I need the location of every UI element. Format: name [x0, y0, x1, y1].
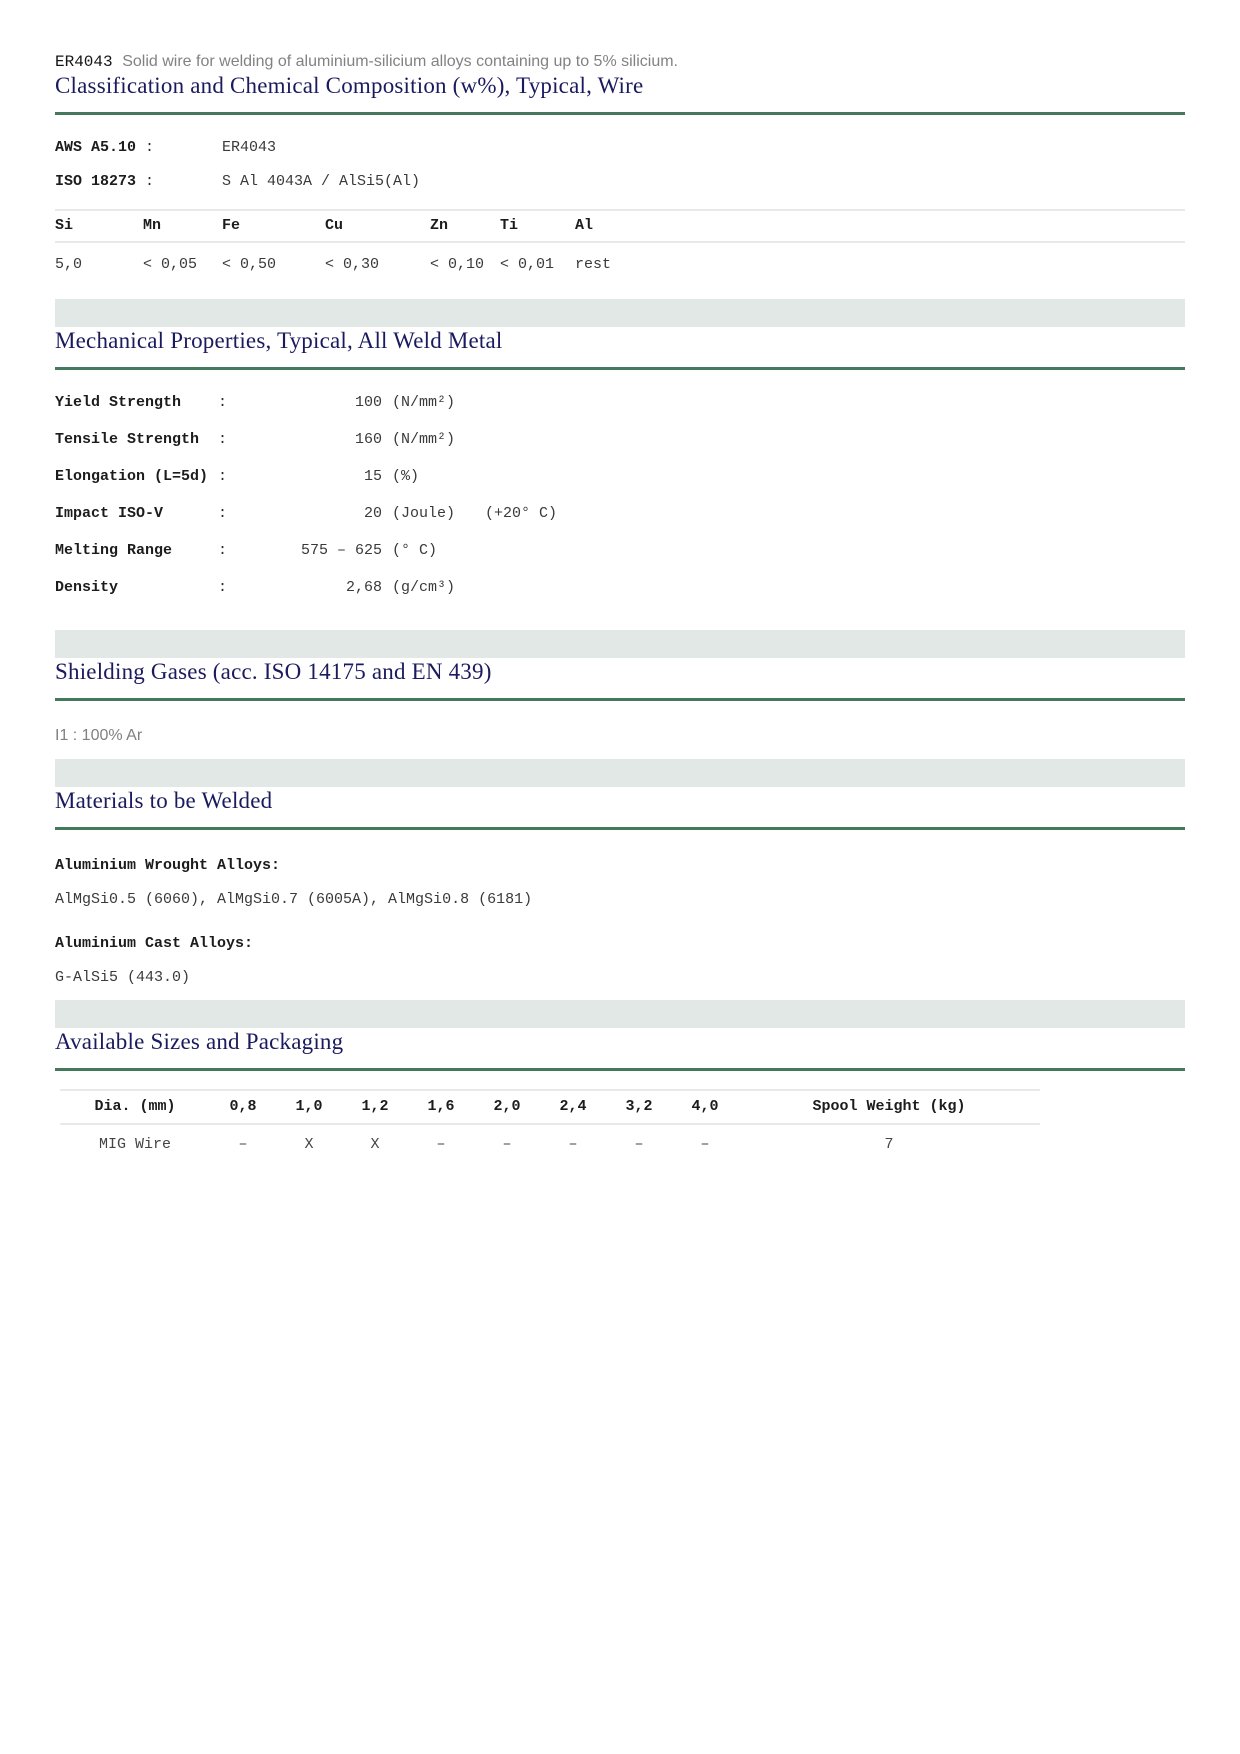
- property-separator: :: [218, 468, 228, 485]
- sizes-header: 1,2: [361, 1098, 389, 1115]
- sizes-availability: –: [634, 1136, 644, 1153]
- product-description: Solid wire for welding of aluminium-silicium alloys containing up to 5% silicium.: [122, 53, 678, 70]
- property-separator: :: [218, 431, 228, 448]
- sizes-availability: –: [436, 1136, 446, 1153]
- section-rule: [55, 827, 1185, 830]
- standard-row-aws: [55, 139, 1185, 173]
- composition-header: Ti: [500, 217, 519, 234]
- property-separator: :: [218, 542, 228, 559]
- composition-header: Mn: [143, 217, 162, 234]
- material-group-heading-wrought: Aluminium Wrought Alloys:: [55, 857, 281, 874]
- sizes-availability: X: [304, 1136, 314, 1153]
- property-unit: (Joule): [392, 505, 456, 522]
- sizes-table: [60, 1089, 1040, 1153]
- property-row-impact: [55, 505, 1185, 542]
- section-title-materials: Materials to be Welded: [55, 788, 273, 813]
- standard-label: AWS A5.10: [55, 139, 137, 156]
- standard-label: ISO 18273: [55, 173, 137, 190]
- section-title-shielding-gases: Shielding Gases (acc. ISO 14175 and EN 439): [55, 659, 492, 684]
- property-value: 160: [354, 431, 382, 448]
- property-separator: :: [218, 394, 228, 411]
- sizes-availability: –: [700, 1136, 710, 1153]
- section-title-mechanical: Mechanical Properties, Typical, All Weld Metal: [55, 328, 503, 353]
- sizes-header: 1,0: [295, 1098, 323, 1115]
- shielding-gas-value: I1 : 100% Ar: [55, 727, 143, 744]
- composition-header: Zn: [430, 217, 449, 234]
- section-rule: [55, 367, 1185, 370]
- product-code: ER4043: [55, 53, 113, 71]
- section-divider-band: [55, 759, 1185, 787]
- property-unit: (N/mm²): [392, 394, 456, 411]
- property-row-yield-strength: [55, 394, 1185, 431]
- section-rule: [55, 698, 1185, 701]
- property-label: Density: [55, 579, 119, 596]
- composition-value-row: [55, 243, 1185, 285]
- property-separator: :: [218, 505, 228, 522]
- property-unit: (° C): [392, 542, 438, 559]
- property-label: Melting Range: [55, 542, 173, 559]
- standards-list: [55, 139, 1185, 207]
- composition-value: 5,0: [55, 256, 83, 273]
- composition-header: Al: [575, 217, 594, 234]
- property-unit: (N/mm²): [392, 431, 456, 448]
- materials-list: [55, 857, 1185, 986]
- intro-line: [55, 52, 1185, 72]
- mechanical-properties-list: [55, 394, 1185, 616]
- standard-separator: :: [145, 139, 155, 156]
- property-label: Elongation (L=5d): [55, 468, 209, 485]
- property-unit: (g/cm³): [392, 579, 456, 596]
- property-row-elongation: [55, 468, 1185, 505]
- property-unit: (%): [392, 468, 420, 485]
- sizes-header: 4,0: [691, 1098, 719, 1115]
- property-separator: :: [218, 579, 228, 596]
- section-divider-band: [55, 630, 1185, 658]
- property-value: 100: [354, 394, 382, 411]
- property-value: 15: [363, 468, 382, 485]
- property-value: 20: [363, 505, 382, 522]
- section-divider-band: [55, 1000, 1185, 1028]
- sizes-header-spool-weight: Spool Weight (kg): [812, 1098, 966, 1115]
- sizes-header: 1,6: [427, 1098, 455, 1115]
- property-value: 2,68: [345, 579, 382, 596]
- section-divider-band: [55, 299, 1185, 327]
- property-row-density: [55, 579, 1185, 616]
- sizes-availability: –: [502, 1136, 512, 1153]
- standard-separator: :: [145, 173, 155, 190]
- property-label: Tensile Strength: [55, 431, 200, 448]
- composition-header: Si: [55, 217, 74, 234]
- standard-value: S Al 4043A / AlSi5(Al): [222, 173, 421, 190]
- property-row-tensile-strength: [55, 431, 1185, 468]
- composition-value: < 0,50: [222, 256, 277, 273]
- standard-row-iso: [55, 173, 1185, 207]
- section-rule: [55, 1068, 1185, 1071]
- sizes-availability: X: [370, 1136, 380, 1153]
- sizes-header: 2,0: [493, 1098, 521, 1115]
- composition-value: < 0,10: [430, 256, 485, 273]
- property-label: Yield Strength: [55, 394, 182, 411]
- composition-header: Fe: [222, 217, 241, 234]
- material-group-heading-cast: Aluminium Cast Alloys:: [55, 935, 254, 952]
- sizes-header-row: [60, 1089, 1040, 1125]
- property-value: 575 – 625: [300, 542, 382, 559]
- sizes-availability: –: [568, 1136, 578, 1153]
- composition-value: < 0,05: [143, 256, 198, 273]
- composition-value: < 0,30: [325, 256, 380, 273]
- sizes-header: 0,8: [229, 1098, 257, 1115]
- sizes-row-label: MIG Wire: [98, 1136, 171, 1153]
- property-label: Impact ISO-V: [55, 505, 164, 522]
- material-group-items-wrought: AlMgSi0.5 (6060), AlMgSi0.7 (6005A), AlMgSi0.8 (6181): [55, 891, 533, 908]
- sizes-data-row-mig-wire: [60, 1125, 1040, 1153]
- composition-table: [55, 209, 1185, 285]
- composition-value: < 0,01: [500, 256, 555, 273]
- sizes-header-diameter: Dia. (mm): [94, 1098, 176, 1115]
- composition-value: rest: [575, 256, 612, 273]
- property-note: (+20° C): [485, 505, 558, 522]
- section-rule: [55, 112, 1185, 115]
- property-row-melting-range: [55, 542, 1185, 579]
- composition-header-row: [55, 209, 1185, 243]
- sizes-spool-weight-value: 7: [884, 1136, 894, 1153]
- composition-header: Cu: [325, 217, 344, 234]
- material-group-items-cast: G-AlSi5 (443.0): [55, 969, 191, 986]
- sizes-header: 2,4: [559, 1098, 587, 1115]
- sizes-header: 3,2: [625, 1098, 653, 1115]
- standard-value: ER4043: [222, 139, 277, 156]
- sizes-availability: –: [238, 1136, 248, 1153]
- section-title-classification: Classification and Chemical Composition (w%), Typical, Wire: [55, 73, 644, 98]
- section-title-sizes: Available Sizes and Packaging: [55, 1029, 344, 1054]
